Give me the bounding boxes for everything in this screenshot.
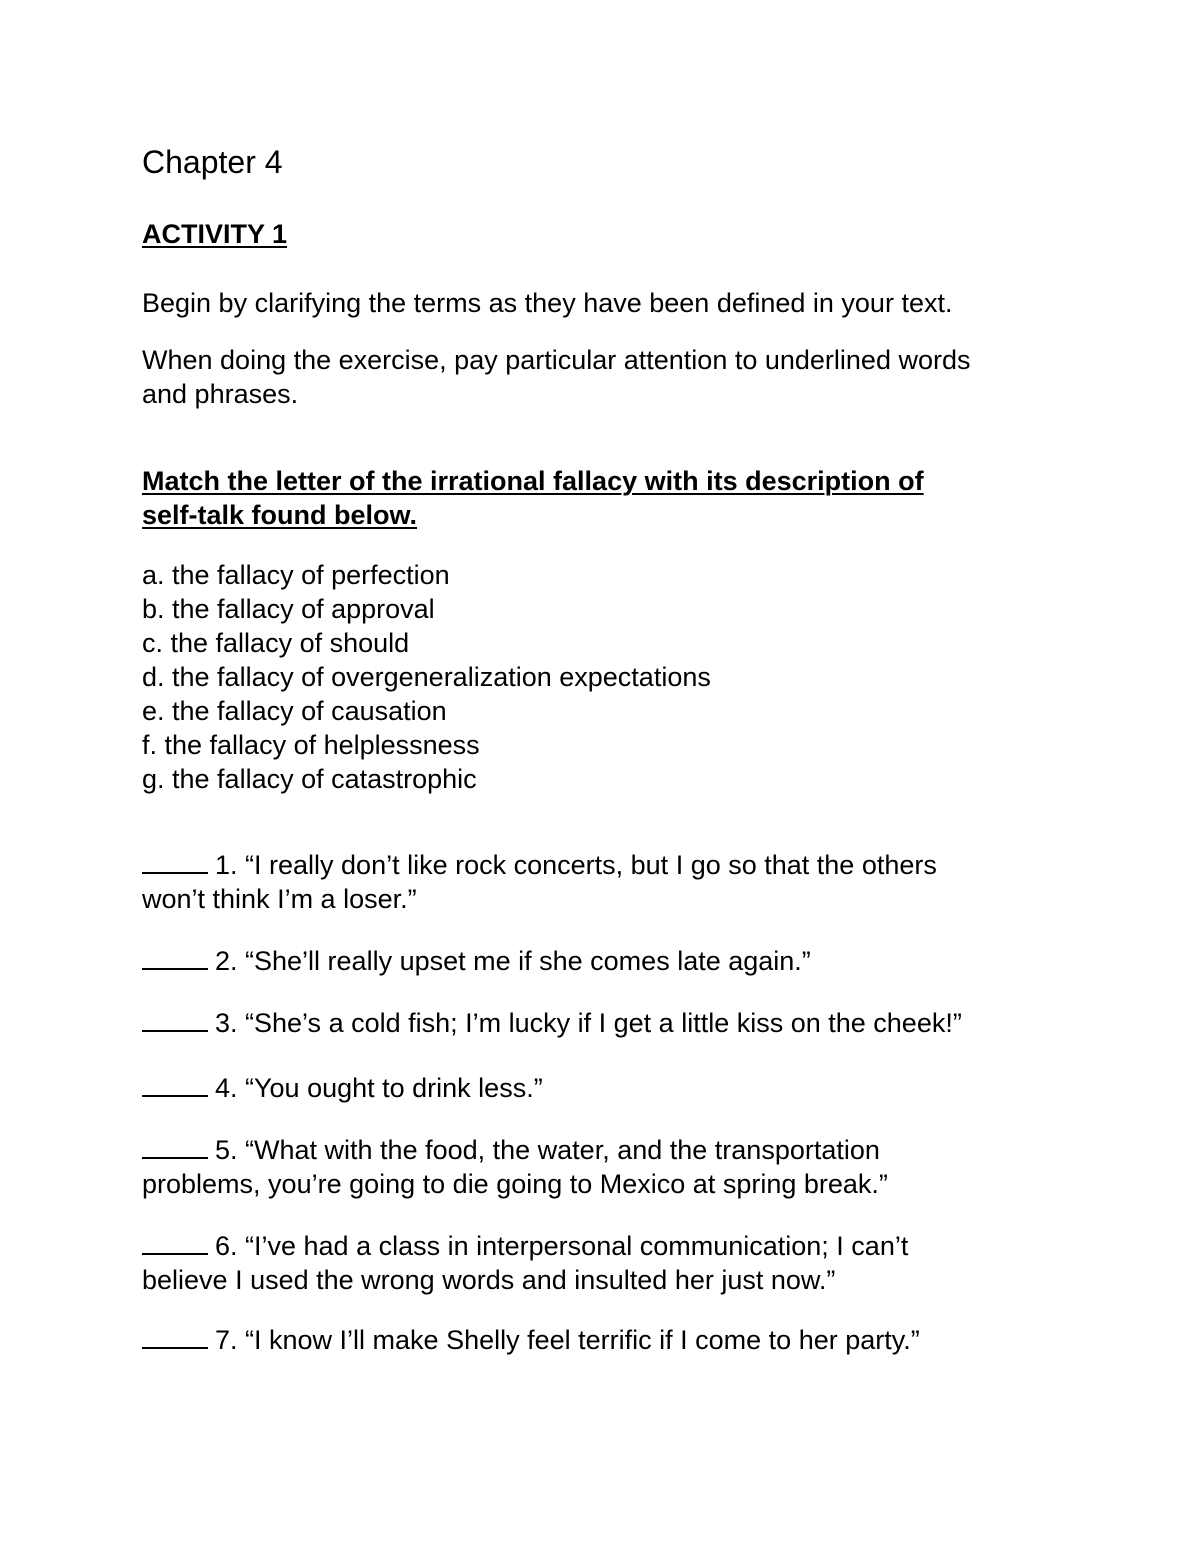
match-heading-line-1: Match the letter of the irrational fallacy with its description of <box>142 466 924 496</box>
question-7-line-1 <box>142 1323 920 1357</box>
match-heading <box>142 464 924 532</box>
question-3 <box>142 1006 962 1040</box>
answer-blank-4[interactable] <box>142 1073 208 1097</box>
question-3-text: 3. “She’s a cold fish; I’m lucky if I get a little kiss on the cheek!” <box>215 1008 962 1038</box>
question-1-line-1 <box>142 848 937 882</box>
answer-blank-1[interactable] <box>142 850 208 874</box>
chapter-title: Chapter 4 <box>142 144 283 180</box>
question-6-text-line-2: believe I used the wrong words and insulted her just now.” <box>142 1265 836 1295</box>
fallacy-item-f: f. the fallacy of helplessness <box>142 730 480 760</box>
attention-line-2: and phrases. <box>142 379 299 409</box>
question-6-line-1 <box>142 1229 908 1263</box>
fallacy-item-a: a. the fallacy of perfection <box>142 560 450 590</box>
question-2-text: 2. “She’ll really upset me if she comes late again.” <box>215 946 811 976</box>
fallacy-item-d: d. the fallacy of overgeneralization expectations <box>142 662 711 692</box>
question-4-line-1 <box>142 1071 543 1105</box>
match-heading-line-2: self-talk found below. <box>142 500 418 530</box>
answer-blank-5[interactable] <box>142 1135 208 1159</box>
question-5-text-line-1: 5. “What with the food, the water, and the transportation <box>215 1135 880 1165</box>
question-1-text-line-1: 1. “I really don’t like rock concerts, but I go so that the others <box>215 850 937 880</box>
question-2-line-1 <box>142 944 811 978</box>
question-4 <box>142 1071 543 1105</box>
answer-blank-7[interactable] <box>142 1325 208 1349</box>
question-5-line-1 <box>142 1133 888 1167</box>
question-6 <box>142 1229 908 1297</box>
fallacy-list <box>142 558 711 796</box>
activity-heading: ACTIVITY 1 <box>142 219 288 249</box>
question-2 <box>142 944 811 978</box>
question-4-text: 4. “You ought to drink less.” <box>215 1073 543 1103</box>
question-7-text: 7. “I know I’ll make Shelly feel terrific if I come to her party.” <box>215 1325 920 1355</box>
question-5-text-line-2: problems, you’re going to die going to Mexico at spring break.” <box>142 1169 888 1199</box>
answer-blank-6[interactable] <box>142 1231 208 1255</box>
answer-blank-2[interactable] <box>142 946 208 970</box>
fallacy-item-b: b. the fallacy of approval <box>142 594 435 624</box>
fallacy-item-e: e. the fallacy of causation <box>142 696 447 726</box>
attention-line-1: When doing the exercise, pay particular attention to underlined words <box>142 345 971 375</box>
question-1 <box>142 848 937 916</box>
instruction-text: Begin by clarifying the terms as they have been defined in your text. <box>142 288 953 318</box>
question-7 <box>142 1323 920 1357</box>
question-3-line-1 <box>142 1006 962 1040</box>
question-6-text-line-1: 6. “I’ve had a class in interpersonal communication; I can’t <box>215 1231 909 1261</box>
answer-blank-3[interactable] <box>142 1008 208 1032</box>
attention-text <box>142 343 970 411</box>
question-1-text-line-2: won’t think I’m a loser.” <box>142 884 417 914</box>
fallacy-item-c: c. the fallacy of should <box>142 628 410 658</box>
question-5 <box>142 1133 888 1201</box>
fallacy-item-g: g. the fallacy of catastrophic <box>142 764 477 794</box>
